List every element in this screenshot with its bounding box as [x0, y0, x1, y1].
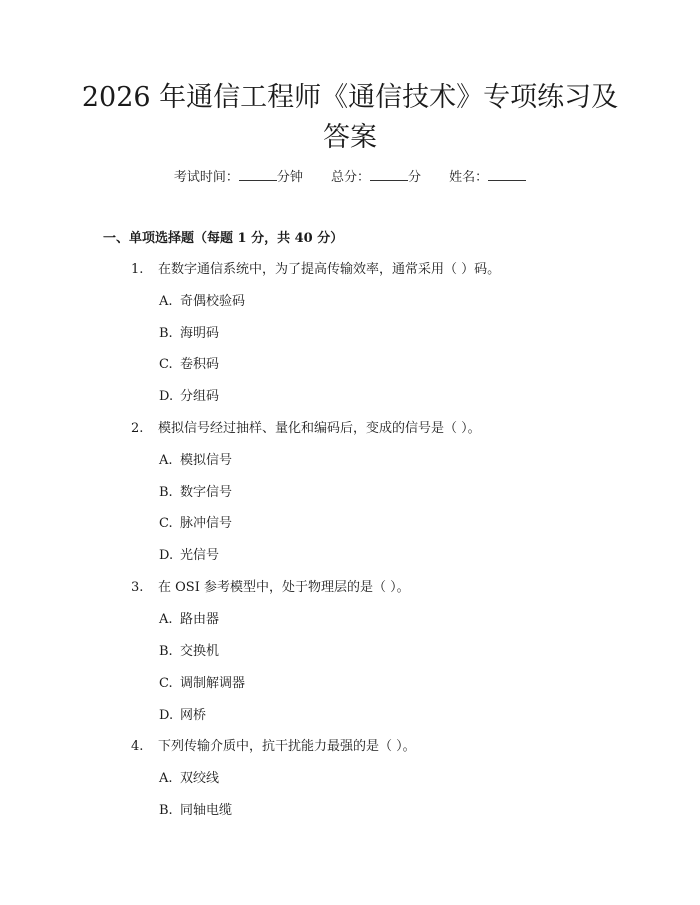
option-letter: D.: [159, 708, 174, 723]
option-text: 分组码: [180, 389, 220, 404]
option-letter: D.: [159, 548, 174, 563]
total-score-field: [331, 170, 425, 185]
option-item: [159, 706, 206, 726]
option-letter: B.: [159, 644, 173, 659]
exam-time-blank: [239, 168, 277, 181]
option-text: 双绞线: [180, 771, 220, 786]
section-heading: 一、单项选择题（每题 1 分，共 40 分）: [103, 231, 344, 246]
name-label: 姓名：: [449, 170, 489, 185]
option-item: [159, 610, 219, 630]
name-field: [449, 170, 526, 185]
option-text: 模拟信号: [180, 453, 233, 468]
option-item: [159, 674, 245, 694]
option-item: [159, 514, 232, 534]
option-letter: B.: [159, 803, 173, 818]
option-letter: C.: [159, 676, 173, 691]
option-text: 脉冲信号: [180, 516, 233, 531]
option-item: [159, 324, 219, 344]
option-item: [159, 355, 219, 375]
question-item: [131, 578, 410, 598]
option-letter: B.: [159, 326, 173, 341]
question-text: 在 OSI 参考模型中，处于物理层的是（ ）。: [158, 580, 410, 595]
option-item: [159, 801, 232, 821]
option-text: 网桥: [180, 708, 207, 723]
total-score-label: 总分：: [330, 170, 370, 185]
option-text: 奇偶校验码: [180, 294, 246, 309]
question-number: 3.: [131, 580, 144, 595]
option-text: 数字信号: [180, 485, 233, 500]
option-item: [159, 483, 232, 503]
option-letter: A.: [159, 294, 173, 309]
question-item: [131, 260, 500, 280]
option-text: 交换机: [180, 644, 220, 659]
option-letter: B.: [159, 485, 173, 500]
option-item: [159, 387, 219, 407]
option-letter: D.: [159, 389, 174, 404]
question-text: 下列传输介质中，抗干扰能力最强的是（ ）。: [158, 739, 416, 754]
total-score-unit: 分: [408, 170, 422, 185]
question-text: 模拟信号经过抽样、量化和编码后，变成的信号是（ ）。: [158, 421, 481, 436]
option-text: 卷积码: [180, 357, 220, 372]
title-line-2: 答案: [323, 122, 377, 153]
option-letter: A.: [159, 612, 173, 627]
question-item: [131, 419, 481, 439]
option-item: [159, 769, 219, 789]
exam-time-label: 考试时间：: [173, 170, 239, 185]
question-item: [131, 737, 416, 757]
option-text: 同轴电缆: [180, 803, 233, 818]
name-blank: [488, 168, 526, 181]
question-number: 1.: [131, 262, 144, 277]
question-number: 2.: [131, 421, 144, 436]
option-text: 路由器: [180, 612, 220, 627]
option-letter: C.: [159, 516, 173, 531]
option-letter: A.: [159, 453, 173, 468]
option-letter: C.: [159, 357, 173, 372]
exam-time-field: [174, 170, 307, 185]
option-text: 光信号: [180, 548, 220, 563]
question-number: 4.: [131, 739, 144, 754]
exam-time-unit: 分钟: [276, 170, 303, 185]
exam-meta-line: [0, 168, 700, 187]
question-text: 在数字通信系统中，为了提高传输效率，通常采用（ ）码。: [158, 262, 501, 277]
option-item: [159, 546, 219, 566]
option-item: [159, 451, 232, 471]
option-letter: A.: [159, 771, 173, 786]
total-score-blank: [370, 168, 408, 181]
option-text: 调制解调器: [180, 676, 246, 691]
title-line-1: 2026 年通信工程师《通信技术》专项练习及: [81, 82, 619, 113]
document-title: [70, 78, 630, 158]
option-text: 海明码: [180, 326, 220, 341]
option-item: [159, 642, 219, 662]
option-item: [159, 292, 245, 312]
